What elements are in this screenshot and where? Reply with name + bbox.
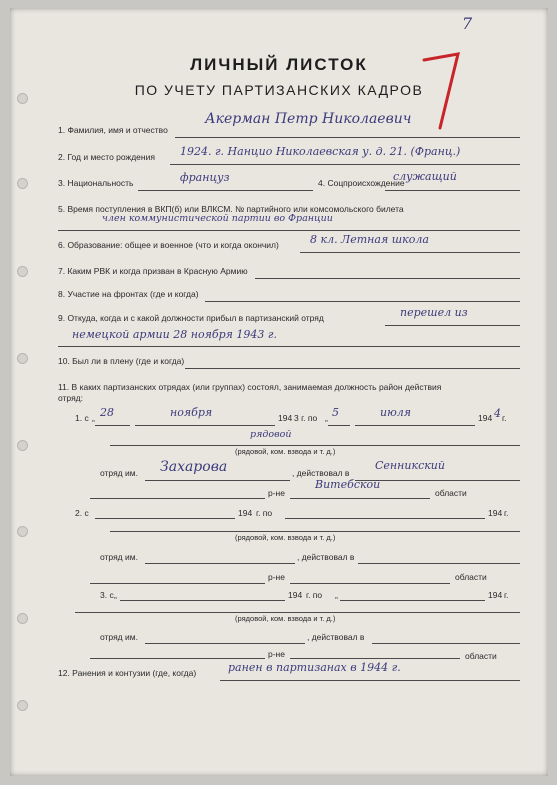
punch-hole xyxy=(17,266,28,277)
rank-note: (рядовой, ком. взвода и т. д.) xyxy=(235,614,336,623)
red-pencil-mark xyxy=(420,30,480,130)
field-label-wounds: 12. Ранения и контузии (где, когда) xyxy=(58,668,197,678)
hw-birth: 1924. г. Нанцио Николаевская у. д. 21. (Франц.) xyxy=(180,145,461,158)
year-to-1: 194 xyxy=(478,413,493,423)
acted-in-label: , действовал в xyxy=(307,632,365,642)
field-line xyxy=(110,531,520,532)
field-label-captivity: 10. Был ли в плену (где и когда) xyxy=(58,356,185,366)
year-suffix-1: 3 г. по xyxy=(294,413,318,423)
hw-name: Акерман Петр Николаевич xyxy=(205,111,412,127)
field-label-detachments: 11. В каких партизанских отрядах (или группах) состоял, занимаемая должность район действия xyxy=(58,382,442,392)
field-line xyxy=(358,563,520,564)
archive-number: 7 xyxy=(462,14,473,33)
field-label-detachment: отряд: xyxy=(58,393,83,403)
year-from-3: 194 xyxy=(288,590,303,600)
field-line xyxy=(170,164,520,165)
field-label-name: 1. Фамилия, имя и отчество xyxy=(58,125,168,135)
hw-social-origin: служащий xyxy=(393,170,457,183)
quote-mark: „ xyxy=(325,413,328,423)
hw-rank: рядовой xyxy=(250,429,292,440)
field-line xyxy=(58,346,520,347)
region-label: области xyxy=(455,572,487,582)
period-number-2: 2. с xyxy=(75,508,89,518)
punch-hole xyxy=(17,353,28,364)
year-from-2: 194 xyxy=(238,508,253,518)
year-g-2: г. xyxy=(504,508,509,518)
hw-party: член коммунистической партии во Франции xyxy=(102,213,333,224)
field-line xyxy=(285,518,485,519)
document-subtitle: ПО УЧЕТУ ПАРТИЗАНСКИХ КАДРОВ xyxy=(134,82,424,98)
district-label: р-не xyxy=(268,572,285,582)
field-line xyxy=(300,252,520,253)
detachment-label: отряд им. xyxy=(100,632,138,642)
field-label-party: 5. Время поступления в ВКП(б) или ВЛКСМ. № партийного или комсомольского билета xyxy=(58,204,404,214)
field-line xyxy=(340,600,485,601)
hw-day-from: 28 xyxy=(100,406,114,419)
field-line xyxy=(290,583,450,584)
quote-mark: „ xyxy=(335,590,338,600)
field-line xyxy=(145,643,305,644)
field-line xyxy=(372,643,520,644)
hw-month-from: ноября xyxy=(170,406,213,419)
year-g: г. xyxy=(502,413,507,423)
field-line xyxy=(385,325,520,326)
period-number-1: 1. с xyxy=(75,413,89,423)
year-to-2: 194 xyxy=(488,508,503,518)
document-title: ЛИЧНЫЙ ЛИСТОК xyxy=(190,55,368,74)
region-label: области xyxy=(435,488,467,498)
detachment-label: отряд им. xyxy=(100,552,138,562)
acted-in-label: , действовал в xyxy=(297,552,355,562)
hw-education: 8 кл. Летная школа xyxy=(310,233,429,246)
district-label: р-не xyxy=(268,488,285,498)
field-line xyxy=(355,425,475,426)
field-line xyxy=(110,445,520,446)
hw-month-to: июля xyxy=(380,406,412,419)
hw-arrival-1: перешел из xyxy=(400,306,468,319)
punch-hole xyxy=(17,526,28,537)
hw-nationality: француз xyxy=(180,171,230,184)
year-suffix-3: г. по xyxy=(306,590,323,600)
field-line xyxy=(95,425,130,426)
rank-note: (рядовой, ком. взвода и т. д.) xyxy=(235,533,336,542)
field-line xyxy=(205,301,520,302)
field-label-education: 6. Образование: общее и военное (что и когда окончил) xyxy=(58,240,279,250)
field-line xyxy=(90,498,265,499)
punch-hole xyxy=(17,440,28,451)
field-label-fronts: 8. Участие на фронтах (где и когда) xyxy=(58,289,199,299)
field-line xyxy=(120,600,285,601)
year-to-3: 194 xyxy=(488,590,503,600)
field-label-arrival: 9. Откуда, когда и с какой должности прибыл в партизанский отряд xyxy=(58,313,324,323)
field-line xyxy=(95,518,235,519)
field-line xyxy=(135,425,275,426)
rank-note: (рядовой, ком. взвода и т. д.) xyxy=(235,447,336,456)
document-sheet xyxy=(10,8,548,776)
hw-region-name: Витебской xyxy=(315,478,381,491)
year-suffix-2: г. по xyxy=(256,508,273,518)
field-line xyxy=(90,658,265,659)
field-line xyxy=(175,137,520,138)
field-label-social-origin: 4. Соцпроисхождение xyxy=(318,178,405,188)
district-label: р-не xyxy=(268,649,285,659)
hw-detachment-name: Захарова xyxy=(160,459,228,475)
field-line xyxy=(385,190,520,191)
field-line xyxy=(290,498,430,499)
hw-year-to: 4 xyxy=(494,407,501,420)
field-line xyxy=(145,563,295,564)
field-line xyxy=(145,480,290,481)
field-label-army: 7. Каким РВК и когда призван в Красную Армию xyxy=(58,266,248,276)
quote-mark: „ xyxy=(92,413,95,423)
hw-wounds: ранен в партизанах в 1944 г. xyxy=(228,661,401,674)
field-label-birth: 2. Год и место рождения xyxy=(58,152,155,162)
field-line xyxy=(328,425,350,426)
field-line xyxy=(138,190,313,191)
field-line xyxy=(220,680,520,681)
field-line xyxy=(90,583,265,584)
hw-day-to: 5 xyxy=(332,406,339,419)
field-line xyxy=(290,658,460,659)
detachment-label: отряд им. xyxy=(100,468,138,478)
field-line xyxy=(75,612,520,613)
punch-hole xyxy=(17,613,28,624)
punch-hole xyxy=(17,700,28,711)
hw-arrival-2: немецкой армии 28 ноября 1943 г. xyxy=(72,328,277,341)
punch-hole xyxy=(17,178,28,189)
quote-mark: „ xyxy=(114,590,117,600)
field-label-nationality: 3. Национальность xyxy=(58,178,134,188)
region-label: области xyxy=(465,651,497,661)
year-from-1: 194 xyxy=(278,413,293,423)
field-line xyxy=(255,278,520,279)
period-number-3: 3. с xyxy=(100,590,114,600)
year-g-3: г. xyxy=(504,590,509,600)
hw-district-name: Сенникский xyxy=(375,459,445,472)
field-line xyxy=(58,230,520,231)
acted-in-label: , действовал в xyxy=(292,468,350,478)
field-line xyxy=(185,368,520,369)
